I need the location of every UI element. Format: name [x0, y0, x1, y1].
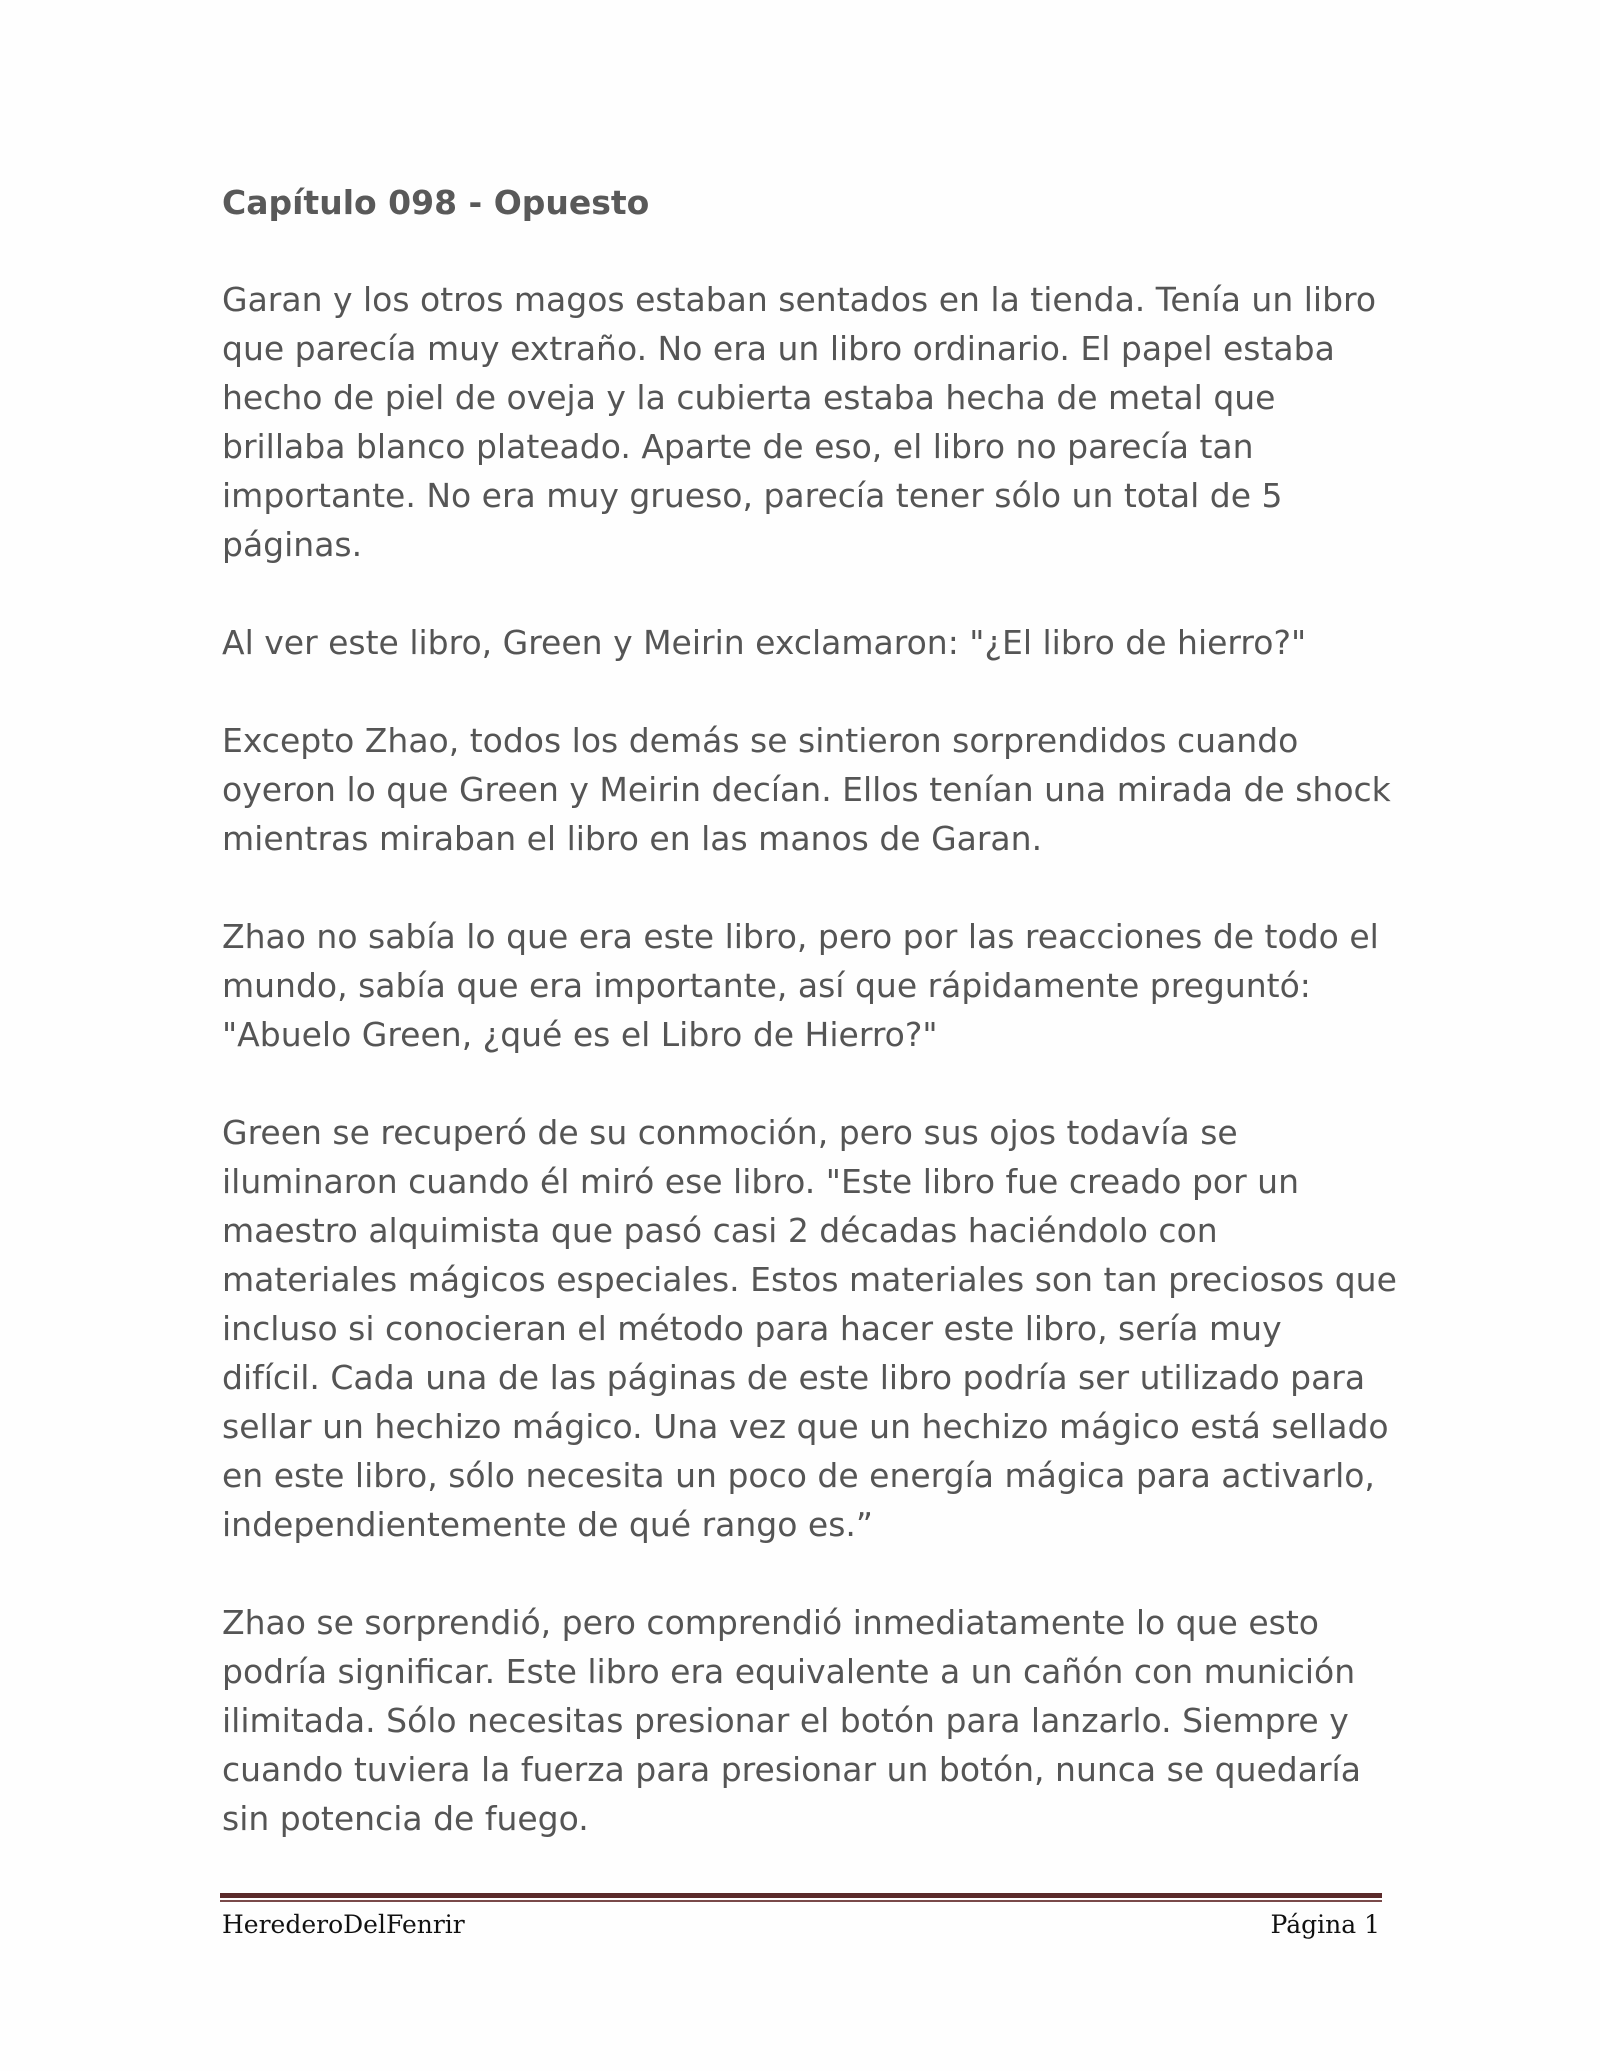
text-line: páginas. [222, 525, 363, 564]
text-line: incluso si conocieran el método para hacer este libro, sería muy [222, 1309, 1282, 1348]
footer-divider-thick [220, 1893, 1382, 1898]
paragraph-5 [222, 1108, 1397, 1549]
footer-author: HerederoDelFenrir [222, 1910, 465, 1939]
text-line: mientras miraban el libro en las manos de Garan. [222, 819, 1043, 858]
text-line: materiales mágicos especiales. Estos materiales son tan preciosos que [222, 1260, 1397, 1299]
text-line: ilimitada. Sólo necesitas presionar el botón para lanzarlo. Siempre y [222, 1701, 1349, 1740]
paragraph-1 [222, 275, 1392, 569]
text-line: difícil. Cada una de las páginas de este libro podría ser utilizado para [222, 1358, 1366, 1397]
text-line: cuando tuviera la fuerza para presionar un botón, nunca se quedaría [222, 1750, 1361, 1789]
text-line: hecho de piel de oveja y la cubierta estaba hecha de metal que [222, 378, 1276, 417]
footer-page-number: Página 1 [1270, 1910, 1380, 1939]
text-line: en este libro, sólo necesita un poco de energía mágica para activarlo, [222, 1456, 1375, 1495]
paragraph-2 [222, 618, 1392, 667]
text-line: Zhao no sabía lo que era este libro, pero por las reacciones de todo el [222, 917, 1379, 956]
text-line: que parecía muy extraño. No era un libro ordinario. El papel estaba [222, 329, 1335, 368]
chapter-title: Capítulo 098 - Opuesto [222, 183, 650, 222]
text-line: iluminaron cuando él miró ese libro. "Este libro fue creado por un [222, 1162, 1300, 1201]
text-line: maestro alquimista que pasó casi 2 décadas haciéndolo con [222, 1211, 1218, 1250]
text-line: Excepto Zhao, todos los demás se sintieron sorprendidos cuando [222, 721, 1299, 760]
text-line: Garan y los otros magos estaban sentados en la tienda. Tenía un libro [222, 280, 1377, 319]
text-line: brillaba blanco plateado. Aparte de eso, el libro no parecía tan [222, 427, 1254, 466]
text-line: podría significar. Este libro era equivalente a un cañón con munición [222, 1652, 1356, 1691]
footer-divider [220, 1893, 1382, 1903]
text-line: independientemente de qué rango es.” [222, 1505, 873, 1544]
text-line: Al ver este libro, Green y Meirin exclamaron: "¿El libro de hierro?" [222, 623, 1307, 662]
paragraph-3 [222, 716, 1392, 863]
document-body [222, 178, 1397, 1892]
text-line: oyeron lo que Green y Meirin decían. Ellos tenían una mirada de shock [222, 770, 1391, 809]
text-line: sin potencia de fuego. [222, 1799, 589, 1838]
paragraph-6 [222, 1598, 1392, 1843]
footer-divider-thin [220, 1900, 1382, 1902]
text-line: mundo, sabía que era importante, así que rápidamente preguntó: [222, 966, 1311, 1005]
paragraph-4 [222, 912, 1392, 1059]
text-line: importante. No era muy grueso, parecía tener sólo un total de 5 [222, 476, 1283, 515]
text-line: Green se recuperó de su conmoción, pero sus ojos todavía se [222, 1113, 1238, 1152]
text-line: "Abuelo Green, ¿qué es el Libro de Hierro?" [222, 1015, 938, 1054]
text-line: Zhao se sorprendió, pero comprendió inmediatamente lo que esto [222, 1603, 1319, 1642]
text-line: sellar un hechizo mágico. Una vez que un hechizo mágico está sellado [222, 1407, 1389, 1446]
